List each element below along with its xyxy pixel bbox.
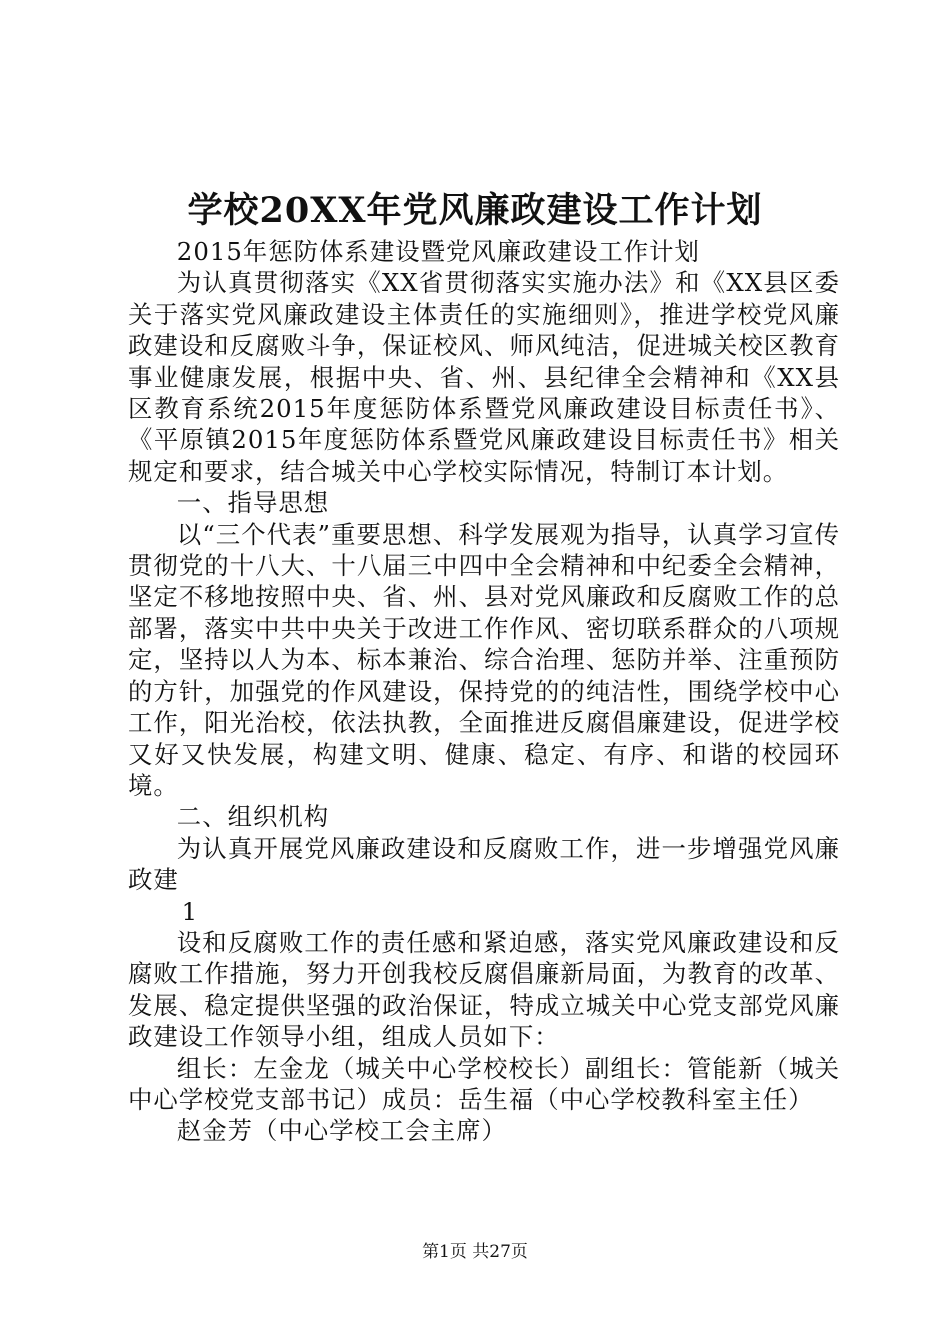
page-footer: 第1页 共27页: [422, 1242, 528, 1262]
page-number-marker: 1: [181, 896, 199, 926]
guiding-ideology-paragraph: 以“三个代表”重要思想、科学发展观为指导，认真学习宣传贯彻党的十八大、十八届三中四中全会精神和中纪委全会精神，坚定不移地按照中央、省、州、县对党风廉政和反腐败工作的总部署，落实中共中央关于改进工作作风、密切联系群众的八项规定，坚持以人为本、标本兼治、综合治理、惩防并举、注重预防的方针，加强党的作风建设，保持党的的纯洁性，围绕学校中心工作，阳光治校，依法执教，全面推进反腐倡廉建设，促进学校又好又快发展，构建文明、健康、稳定、有序、和谐的校园环境。: [128, 519, 840, 800]
leadership-members-paragraph: 组长：左金龙（城关中心学校校长）副组长：管能新（城关中心学校党支部书记）成员：岳生福（中心学校教科室主任）: [128, 1053, 840, 1114]
organization-paragraph-part1: 为认真开展党风廉政建设和反腐败工作，进一步增强党风廉政建: [128, 833, 840, 895]
member-paragraph: 赵金芳（中心学校工会主席）: [176, 1116, 507, 1146]
intro-paragraph: 为认真贯彻落实《XX省贯彻落实实施办法》和《XX县区委关于落实党风廉政建设主体责任的实施细则》，推进学校党风廉政建设和反腐败斗争，保证校风、师风纯洁，促进城关校区教育事业健康发展，根据中央、省、州、县纪律全会精神和《XX县区教育系统2015年度惩防体系暨党风廉政建设目标责任书》、《平原镇2015年度惩防体系暨党风廉政建设目标责任书》相关规定和要求，结合城关中心学校实际情况，特制订本计划。: [128, 268, 840, 486]
document-title: 学校20XX年党风廉政建设工作计划: [187, 190, 763, 231]
subtitle-paragraph: 2015年惩防体系建设暨党风廉政建设工作计划: [176, 237, 700, 266]
organization-paragraph-part2: 设和反腐败工作的责任感和紧迫感，落实党风廉政建设和反腐败工作措施，努力开创我校反腐倡廉新局面，为教育的改革、发展、稳定提供坚强的政治保证，特成立城关中心党支部党风廉政建设工作领导小组，组成人员如下：: [128, 927, 840, 1052]
section-heading-guiding-ideology: 一、指导思想: [176, 488, 330, 518]
section-heading-organization: 二、组织机构: [176, 802, 330, 832]
document-body: [128, 236, 840, 1147]
